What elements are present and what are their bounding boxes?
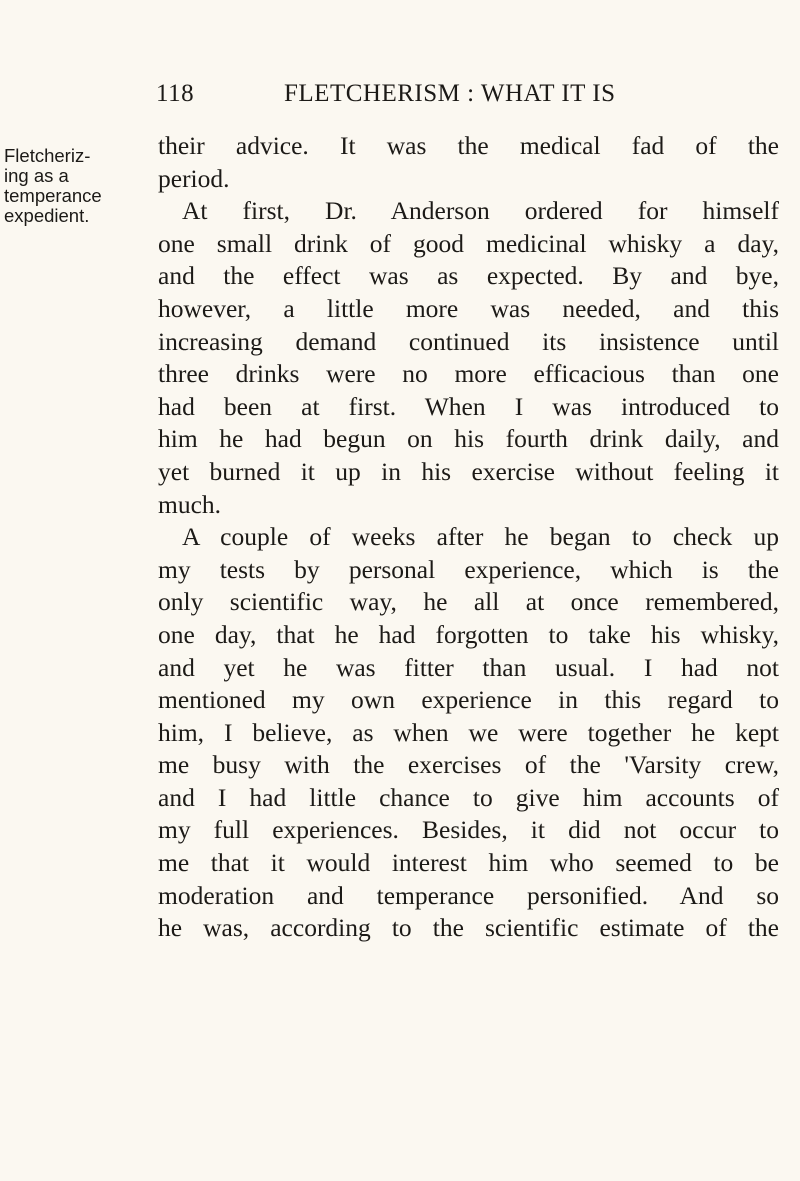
text-line: had been at first. When I was introduced to: [158, 391, 779, 421]
text-line: period.: [158, 163, 230, 193]
text-line: their advice. It was the medical fad of the: [158, 131, 779, 160]
text-line: At first, Dr. Anderson ordered for himself: [182, 196, 779, 226]
text-line: A couple of weeks after he began to check up: [182, 522, 779, 552]
text-line: my tests by personal experience, which is the: [158, 554, 779, 584]
text-line: much.: [158, 489, 222, 519]
text-line: however, a little more was needed, and this: [158, 293, 779, 323]
text-line: and yet he was fitter than usual. I had not: [158, 652, 779, 682]
margin-note-line: expedient.: [4, 205, 90, 226]
body-text: [158, 130, 798, 945]
page-header: [156, 80, 656, 110]
margin-note-line: ing as a: [4, 165, 69, 186]
text-line: mentioned my own experience in this regard to: [158, 685, 779, 715]
text-line: yet burned it up in his exercise without feeling it: [158, 456, 779, 486]
text-line: increasing demand continued its insistence until: [158, 326, 779, 356]
text-line: one small drink of good medicinal whisky a day,: [158, 228, 779, 258]
running-head: FLETCHERISM : WHAT IT IS: [284, 80, 616, 107]
text-line: me that it would interest him who seemed to be: [158, 848, 779, 878]
page-number: 118: [156, 80, 195, 107]
text-line: moderation and temperance personified. And so: [158, 880, 779, 910]
text-line: and I had little chance to give him accounts of: [158, 782, 779, 812]
margin-note-line: Fletcheriz-: [4, 145, 91, 166]
text-line: him he had begun on his fourth drink daily, and: [158, 424, 779, 454]
text-line: me busy with the exercises of the 'Varsity crew,: [158, 750, 779, 780]
text-line: he was, according to the scientific estimate of the: [158, 913, 779, 943]
text-line: my full experiences. Besides, it did not occur to: [158, 815, 779, 845]
margin-note: [4, 146, 144, 226]
text-line: three drinks were no more efficacious than one: [158, 359, 779, 389]
text-line: one day, that he had forgotten to take his whisky,: [158, 619, 779, 649]
text-line: him, I believe, as when we were together he kept: [158, 717, 779, 747]
text-line: and the effect was as expected. By and bye,: [158, 261, 779, 291]
margin-note-line: temperance: [4, 185, 102, 206]
text-line: only scientific way, he all at once remembered,: [158, 587, 779, 617]
